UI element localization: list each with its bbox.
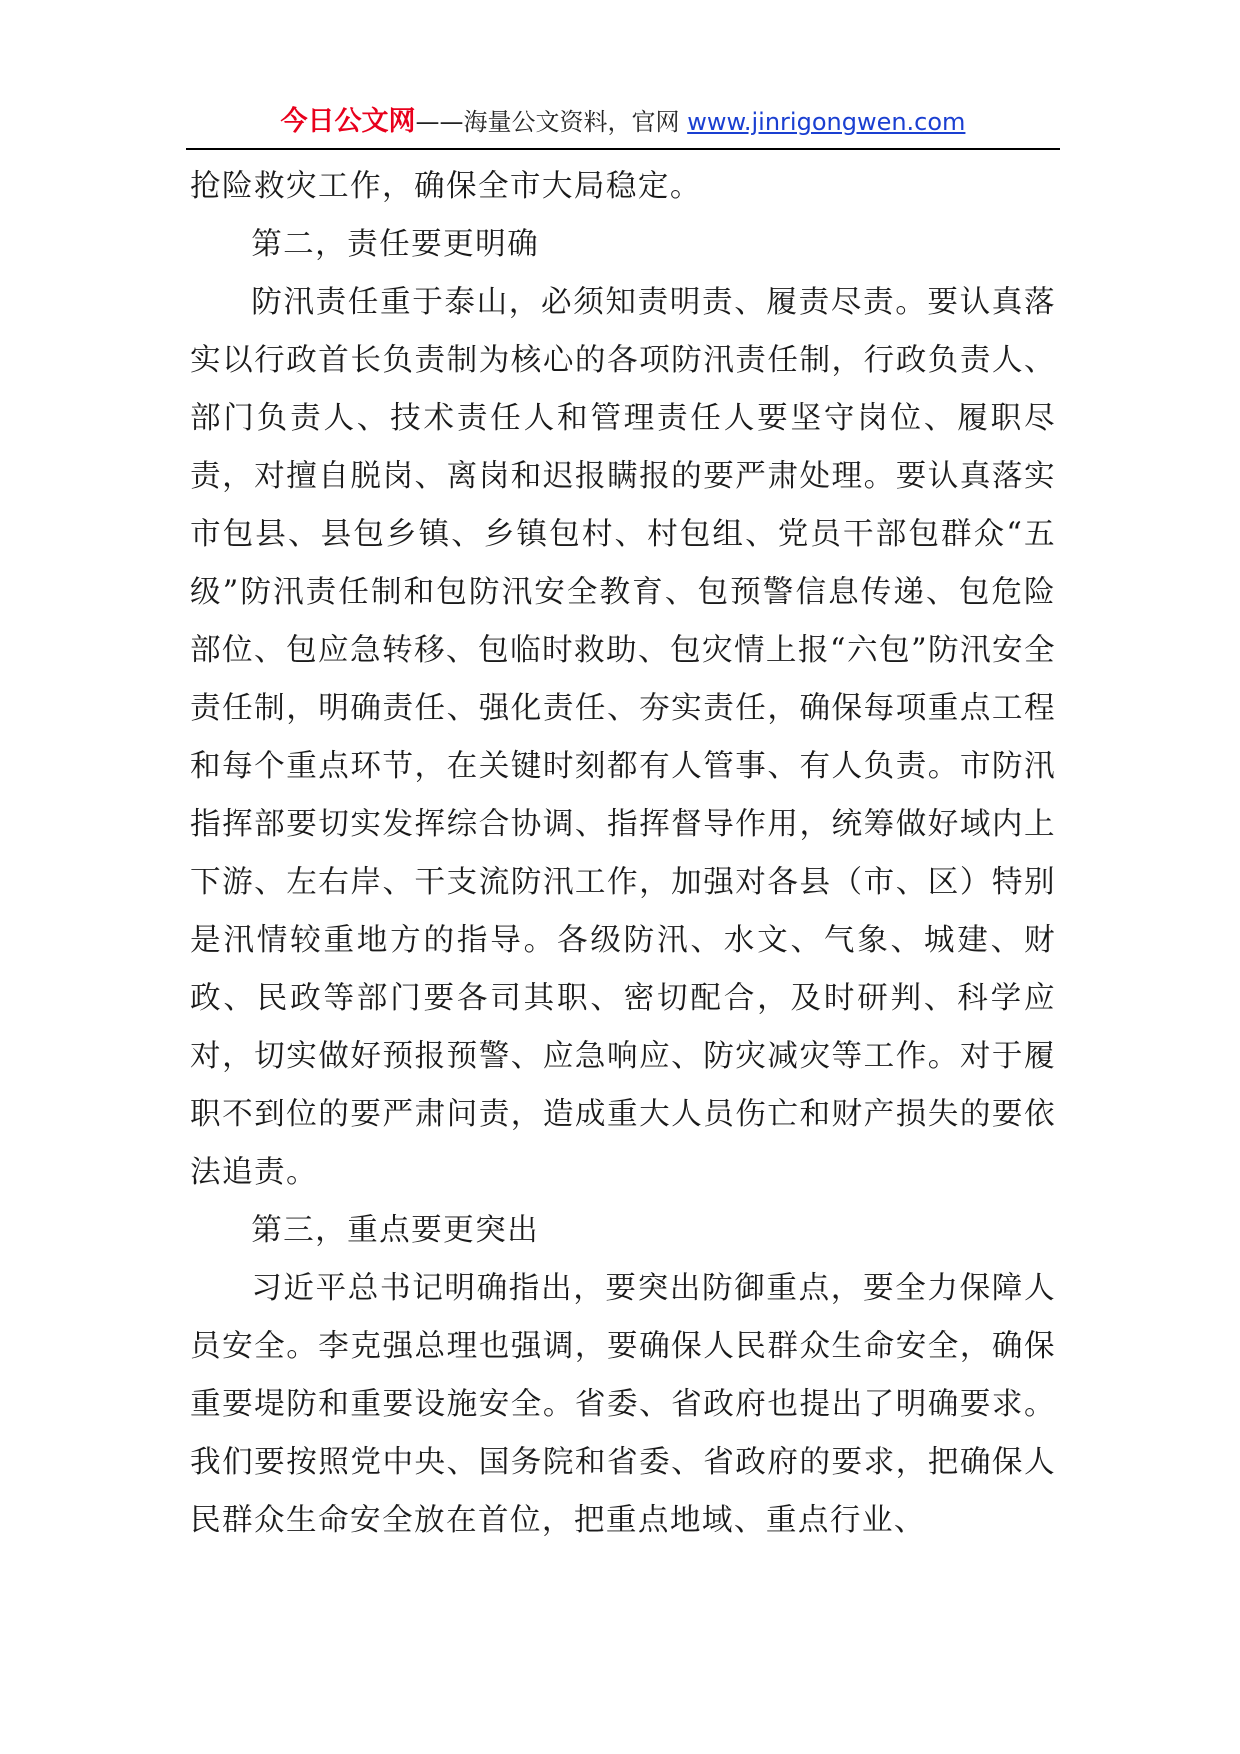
site-url-link[interactable]: www.jinrigongwen.com: [687, 108, 966, 136]
paragraph-priorities: 习近平总书记明确指出，要突出防御重点，要全力保障人员安全。李克强总理也强调，要确保人民群众生命安全，确保重要堤防和重要设施安全。省委、省政府也提出了明确要求。我们要按照党中央、国务院和省委、省政府的要求，把确保人民群众生命安全放在首位，把重点地域、重点行业、: [190, 1271, 1056, 1538]
header-divider: [186, 148, 1060, 150]
site-brand: 今日公文网: [280, 106, 416, 137]
header-tagline: ——海量公文资料，官网: [415, 108, 688, 136]
section-heading-third: 第三，重点要更突出: [251, 1213, 540, 1248]
page-header: [186, 102, 1060, 150]
document-body: [190, 158, 1056, 1550]
paragraph-responsibility: 防汛责任重于泰山，必须知责明责、履责尽责。要认真落实以行政首长负责制为核心的各项防汛责任制，行政负责人、部门负责人、技术责任人和管理责任人要坚守岗位、履职尽责，对擅自脱岗、离岗和迟报瞒报的要严肃处理。要认真落实市包县、县包乡镇、乡镇包村、村包组、党员干部包群众“五级”防汛责任制和包防汛安全教育、包预警信息传递、包危险部位、包应急转移、包临时救助、包灾情上报“六包”防汛安全责任制，明确责任、强化责任、夯实责任，确保每项重点工程和每个重点环节，在关键时刻都有人管事、有人负责。市防汛指挥部要切实发挥综合协调、指挥督导作用，统筹做好域内上下游、左右岸、干支流防汛工作，加强对各县（市、区）特别是汛情较重地方的指导。各级防汛、水文、气象、城建、财政、民政等部门要各司其职、密切配合，及时研判、科学应对，切实做好预报预警、应急响应、防灾减灾等工作。对于履职不到位的要严肃问责，造成重大人员伤亡和财产损失的要依法追责。: [190, 285, 1056, 1190]
section-heading-second: 第二，责任要更明确: [251, 227, 540, 262]
paragraph-continuation: 抢险救灾工作，确保全市大局稳定。: [190, 169, 702, 204]
